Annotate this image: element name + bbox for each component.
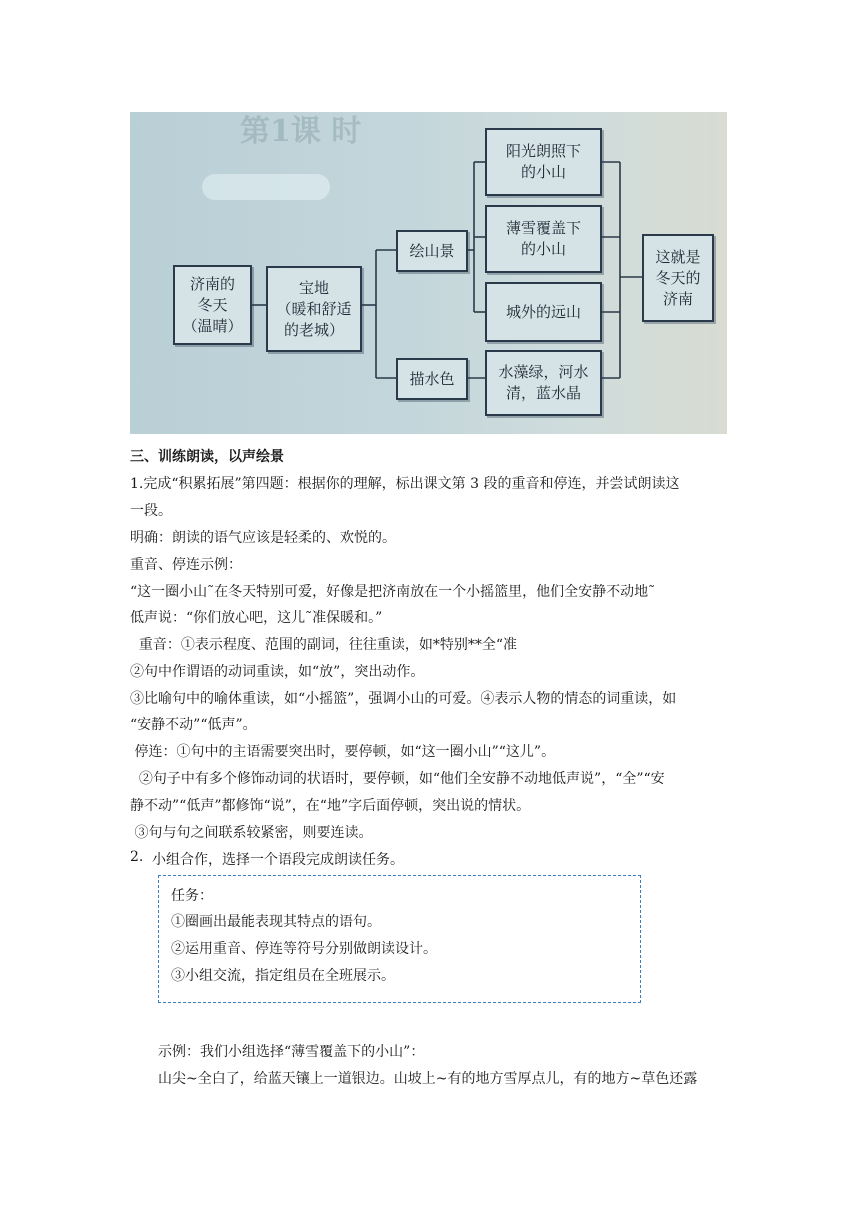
task-item-2: ②运用重音、停连等符号分别做朗读设计。 xyxy=(171,941,437,957)
task-title: 任务： xyxy=(171,888,213,904)
pause-rule-3: ③句与句之间联系较紧密，则要连读。 xyxy=(130,825,373,841)
node-baodi: 宝地 （暖和舒适 的老城） xyxy=(266,266,362,352)
node-yangguang-xiaoshan: 阳光朗照下 的小山 xyxy=(485,128,602,196)
stress-rule-3-line-2: “安静不动”“低声”。 xyxy=(130,717,257,733)
section-heading: 三、训练朗读，以声绘景 xyxy=(130,449,284,465)
paragraph-1-line-2: 一段。 xyxy=(130,503,172,519)
mind-map-photo xyxy=(130,112,727,434)
task-item-3: ③小组交流，指定组员在全班展示。 xyxy=(171,968,395,984)
paragraph-clarify: 明确：朗读的语气应该是轻柔的、欢悦的。 xyxy=(130,530,396,546)
item-2-number: 2. xyxy=(130,849,144,865)
faint-header-text: 第1课 时 xyxy=(240,114,362,149)
pause-rule-2-line-1: ②句子中有多个修饰动词的状语时，要停顿，如“他们全安静不动地低声说”，“全”“安 xyxy=(130,771,665,787)
stress-rule-3-line-1: ③比喻句中的喻体重读，如“小摇篮”，强调小山的可爱。④表示人物的情态的词重读，如 xyxy=(130,691,677,707)
node-hui-shan-jing: 绘山景 xyxy=(396,230,468,272)
node-shuizao: 水藻绿，河水 清，蓝水晶 xyxy=(485,350,602,416)
paragraph-1-line-1: 1.完成“积累拓展”第四题：根据你的理解，标出课文第 3 段的重音和停连，并尝试朗读这 xyxy=(130,476,680,492)
example-text: 山尖~全白了，给蓝天镶上一道银边。山坡上~有的地方雪厚点儿，有的地方~草色还露 xyxy=(158,1071,698,1087)
node-jinan-winter: 济南的 冬天 （温晴） xyxy=(173,265,252,345)
quote-line-1: “这一圈小山˜在冬天特别可爱，好像是把济南放在一个小摇篮里，他们全安静不动地˜ xyxy=(130,584,656,600)
node-miao-shui-se: 描水色 xyxy=(396,358,468,400)
node-zhe-jiu-shi-jinan: 这就是 冬天的 济南 xyxy=(642,234,714,322)
example-intro: 示例：我们小组选择“薄雪覆盖下的小山”： xyxy=(158,1044,425,1060)
quote-line-2: 低声说：“你们放心吧，这儿˜准保暖和。” xyxy=(130,610,383,626)
pause-rule-1: 停连：①句中的主语需要突出时，要停顿，如“这一圈小山”“这儿”。 xyxy=(130,744,556,760)
node-chengwai-yuanshan: 城外的远山 xyxy=(485,282,602,342)
pause-rule-2-line-2: 静不动”“低声”都修饰“说”，在“地”字后面停顿，突出说的情状。 xyxy=(130,798,531,814)
node-boxue-xiaoshan: 薄雪覆盖下 的小山 xyxy=(485,205,602,273)
task-item-1: ①圈画出最能表现其特点的语句。 xyxy=(171,914,381,930)
item-2-text: 小组合作，选择一个语段完成朗读任务。 xyxy=(152,852,404,868)
stress-rule-1: 重音：①表示程度、范围的副词，往往重读，如*特别**全“准 xyxy=(130,637,518,653)
stress-rule-2: ②句中作谓语的动词重读，如“放”，突出动作。 xyxy=(130,664,425,680)
task-box xyxy=(158,875,641,1003)
paragraph-example-label: 重音、停连示例： xyxy=(130,557,242,573)
